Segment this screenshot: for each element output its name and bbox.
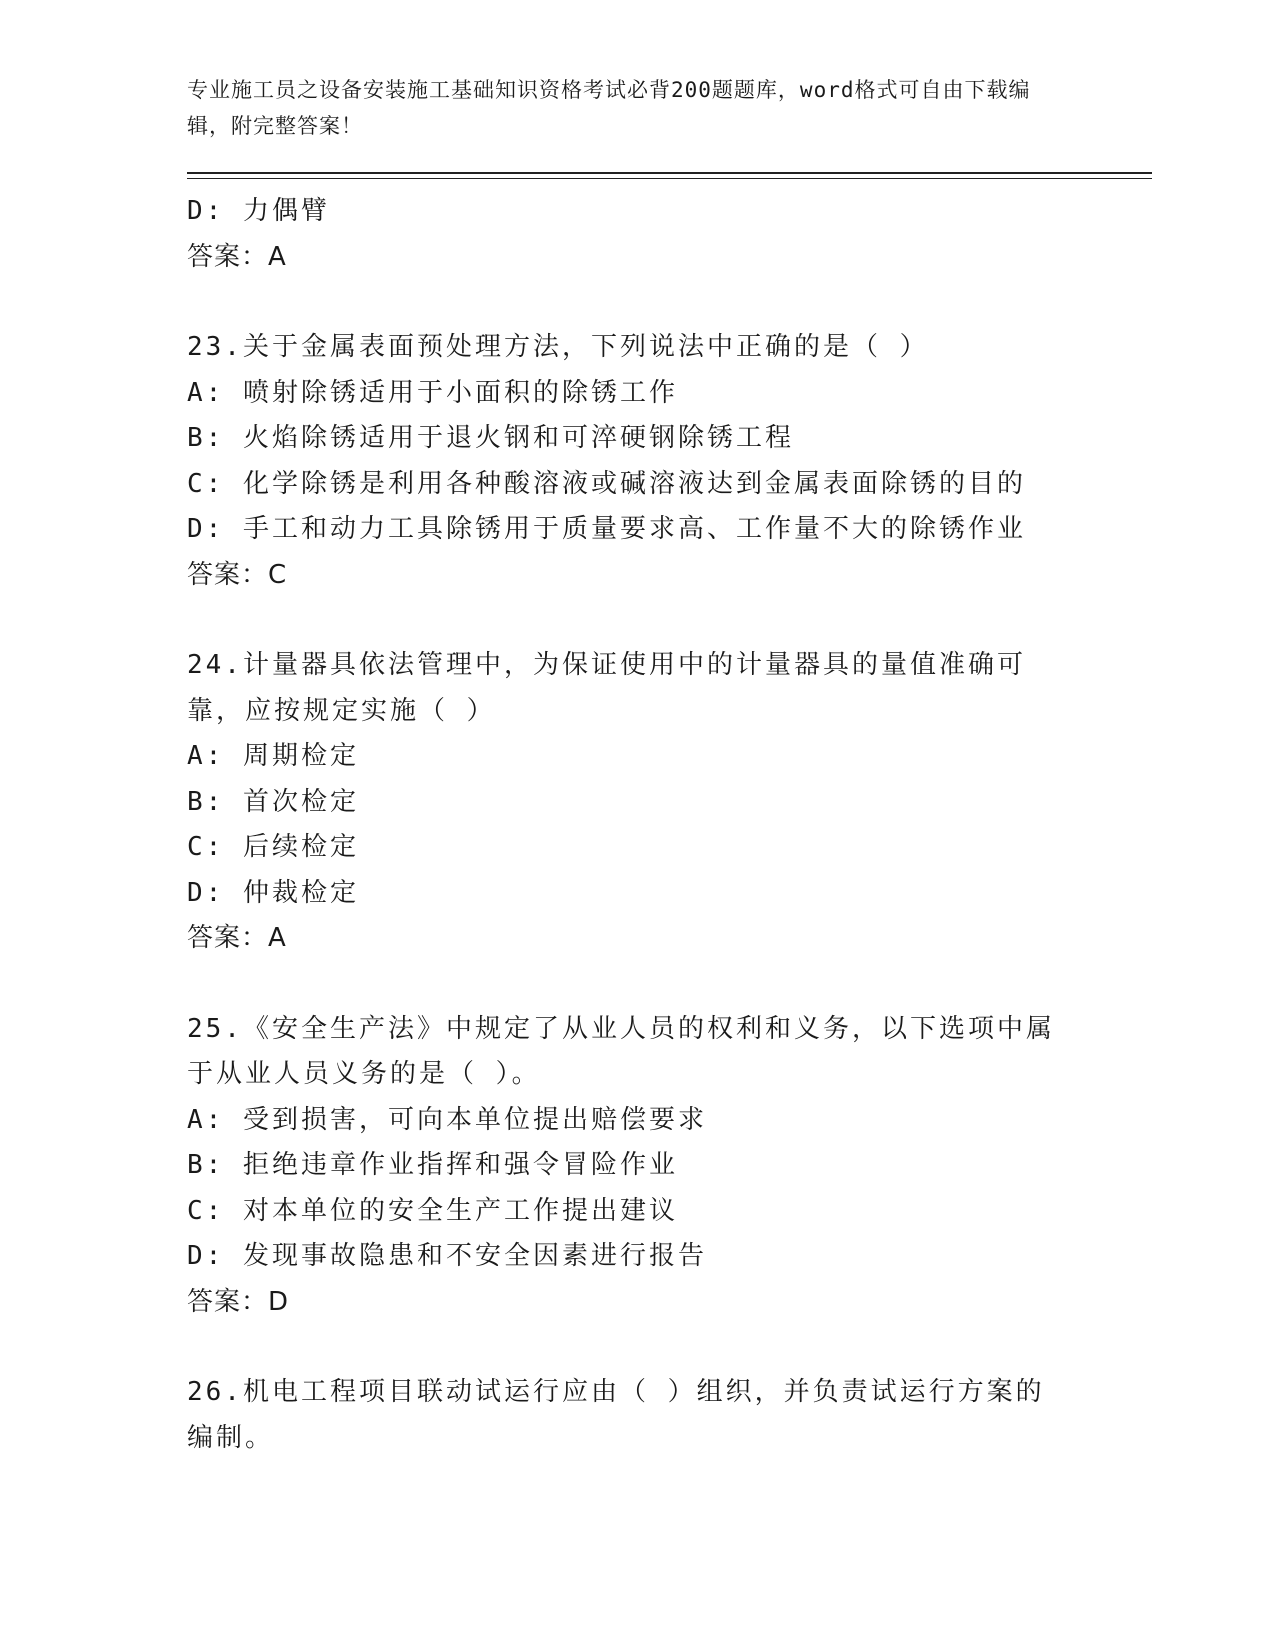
option-a: A: 周期检定 — [187, 741, 359, 771]
question-25 — [187, 1007, 1152, 1326]
option-c: C: 化学除锈是利用各种酸溶液或碱溶液达到金属表面除锈的目的 — [187, 468, 1026, 499]
option-b: B: 火焰除锈适用于退火钢和可淬硬钢除锈工程 — [187, 423, 794, 453]
option-a: A: 喷射除锈适用于小面积的除锈工作 — [187, 377, 678, 408]
option-c: C: 对本单位的安全生产工作提出建议 — [187, 1195, 678, 1226]
header-divider — [187, 172, 1152, 179]
question-stem: 25.《安全生产法》中规定了从业人员的权利和义务，以下选项中属于从业人员义务的是（ ）。 — [187, 1013, 1055, 1089]
option-d: D: 手工和动力工具除锈用于质量要求高、工作量不大的除锈作业 — [187, 514, 1026, 544]
previous-answer: 答案：A — [187, 241, 287, 272]
question-answer: 答案：C — [187, 559, 288, 590]
document-header: 专业施工员之设备安装施工基础知识资格考试必背200题题库，word格式可自由下载编辑，附完整答案！ — [187, 78, 1031, 138]
question-23 — [187, 325, 1152, 598]
question-stem: 24.计量器具依法管理中，为保证使用中的计量器具的量值准确可靠，应按规定实施（ ） — [187, 650, 1026, 726]
question-24 — [187, 643, 1152, 962]
option-b: B: 首次检定 — [187, 786, 359, 817]
option-b: B: 拒绝违章作业指挥和强令冒险作业 — [187, 1150, 678, 1180]
question-stem: 23.关于金属表面预处理方法，下列说法中正确的是（ ） — [187, 332, 929, 362]
option-d: D: 发现事故隐患和不安全因素进行报告 — [187, 1241, 707, 1271]
question-stem: 26.机电工程项目联动试运行应由（ ）组织，并负责试运行方案的编制。 — [187, 1377, 1045, 1453]
document-content — [187, 189, 1152, 1461]
document-page — [187, 72, 1152, 1461]
question-26 — [187, 1370, 1152, 1461]
question-answer: 答案：A — [187, 923, 287, 953]
question-answer: 答案：D — [187, 1286, 290, 1317]
option-d: D: 仲裁检定 — [187, 877, 359, 908]
previous-option-d: D: 力偶臂 — [187, 196, 330, 226]
option-c: C: 后续检定 — [187, 832, 359, 862]
option-a: A: 受到损害，可向本单位提出赔偿要求 — [187, 1104, 707, 1135]
